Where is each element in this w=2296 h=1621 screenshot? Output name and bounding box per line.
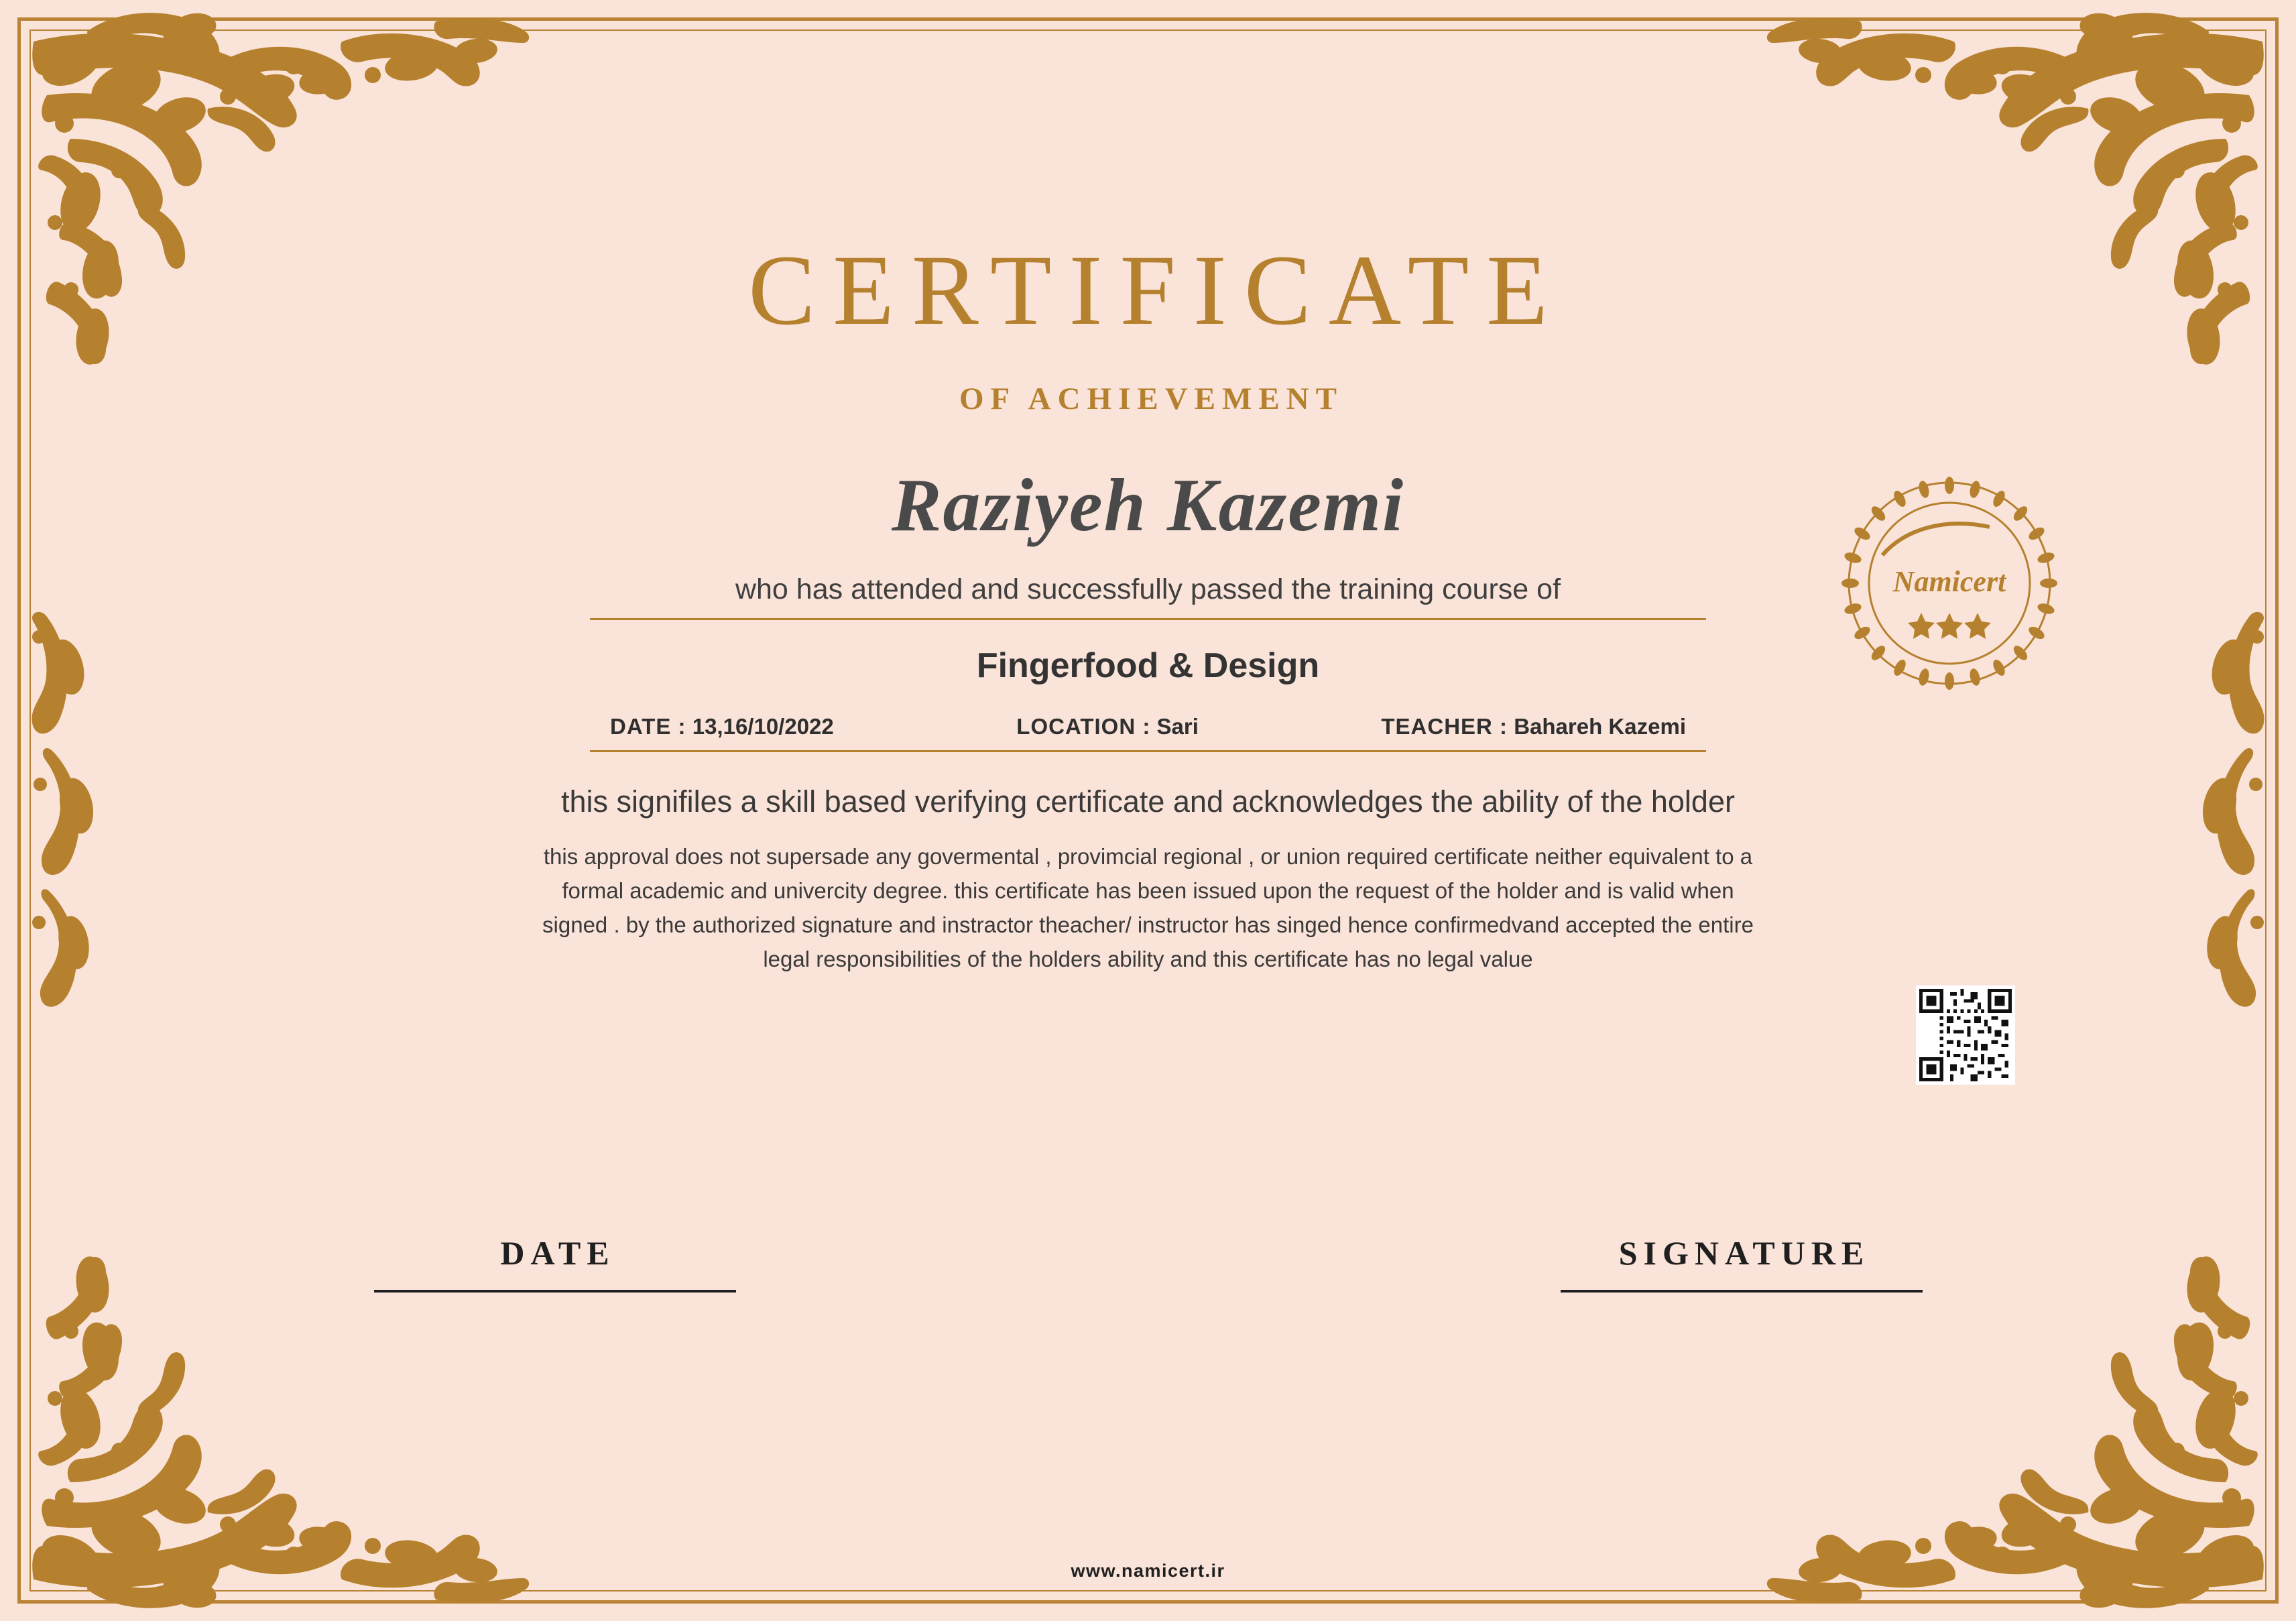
meta-teacher-value: Bahareh Kazemi <box>1514 714 1686 739</box>
signature-area <box>0 1234 2296 1293</box>
recipient-name: Raziyeh Kazemi <box>891 464 1405 547</box>
laurel-wreath-seal-icon <box>1835 469 2063 697</box>
passed-course-line: who has attended and successfully passed the training course of <box>735 573 1561 605</box>
divider-line-top <box>590 618 1706 620</box>
meta-date <box>610 714 834 739</box>
meta-date-label: DATE : <box>610 714 686 739</box>
meta-date-value: 13,16/10/2022 <box>692 714 834 739</box>
footer-website: www.namicert.ir <box>1071 1561 1225 1581</box>
certificate-title: CERTIFICATE <box>748 235 1565 346</box>
signature-block <box>1561 1234 1923 1293</box>
legal-disclaimer-text: this approval does not supersade any govermental , provimcial regional , or union required certificate neither equivalent to a formal academic and univercity degree. this certificate has been issued upon the request of the holder and is valid when signed . by the authorized signature and instractor theacher/ instructor has singed hence confirmedvand accepted the entire legal responsibilities of the holders ability and this certificate has no legal value <box>542 844 1754 972</box>
meta-location-label: LOCATION : <box>1016 714 1151 739</box>
signature-line <box>1561 1290 1923 1293</box>
qr-code-icon <box>1916 985 2015 1085</box>
date-signature-block <box>374 1234 736 1293</box>
certificate-meta-row <box>590 714 1706 739</box>
course-name: Fingerfood & Design <box>976 646 1320 685</box>
signifies-text: this signifiles a skill based verifying certificate and acknowledges the ability of the holder <box>561 784 1735 819</box>
meta-teacher <box>1381 714 1686 739</box>
date-signature-line <box>374 1290 736 1293</box>
certificate-subtitle: OF ACHIEVEMENT <box>959 381 1344 416</box>
divider-line-bottom <box>590 750 1706 752</box>
meta-teacher-label: TEACHER : <box>1381 714 1508 739</box>
date-signature-label: DATE <box>500 1234 615 1272</box>
meta-location <box>1016 714 1199 739</box>
signature-label: SIGNATURE <box>1618 1234 1870 1272</box>
seal-brand-text: Namicert <box>1892 565 2006 598</box>
meta-location-value: Sari <box>1156 714 1199 739</box>
